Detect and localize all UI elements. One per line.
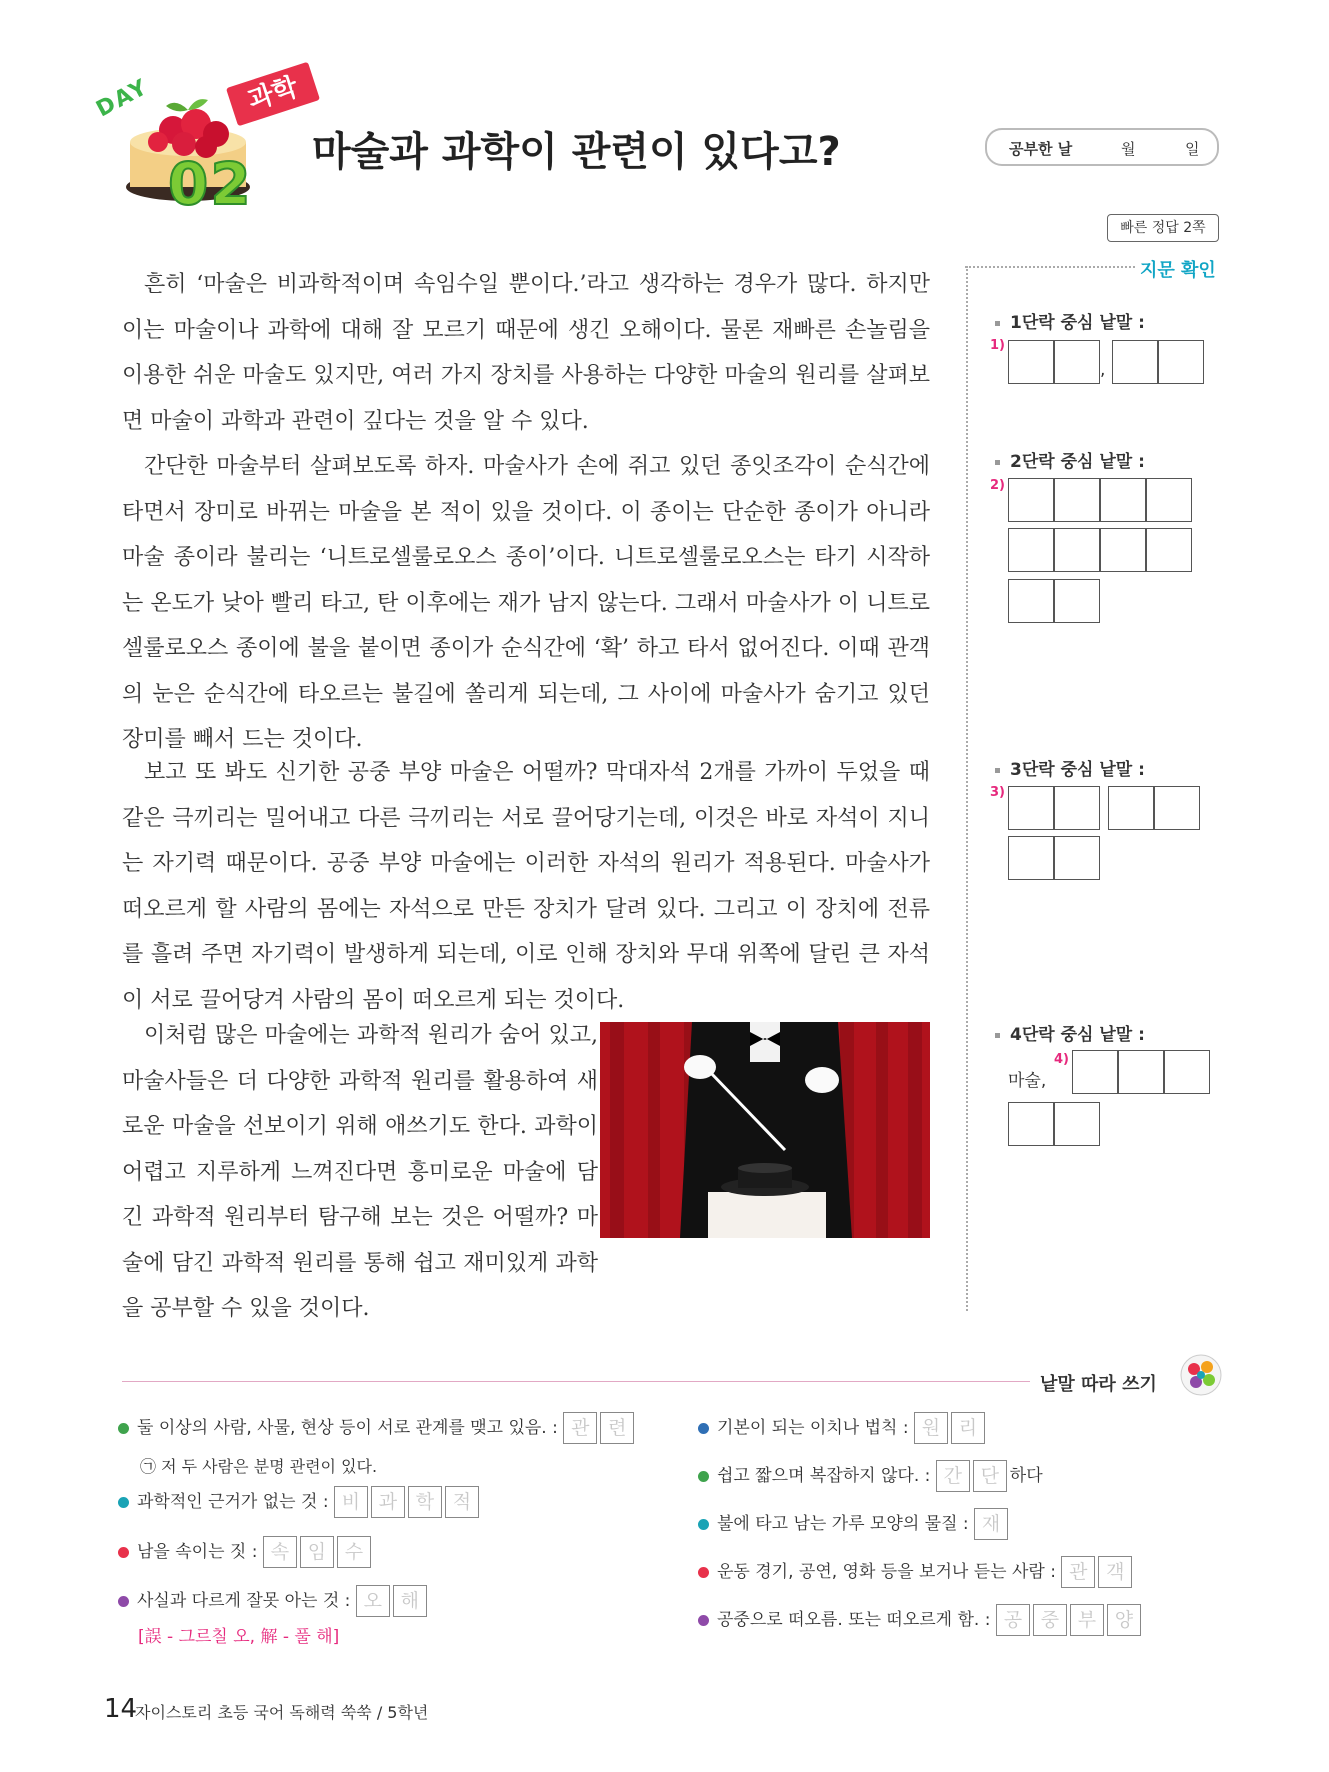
q2-answer-box[interactable] [1008,579,1054,623]
trace-box[interactable]: 과 [371,1486,405,1518]
trace-box[interactable]: 재 [974,1508,1008,1540]
trace-box[interactable]: 련 [600,1412,634,1444]
bullet-icon [698,1471,709,1482]
vocab-item-5: 기본이 되는 이치나 법칙 : 원 리 [698,1412,988,1444]
side-panel-title: 지문 확인 [1140,260,1216,281]
vocab-item-8: 운동 경기, 공연, 영화 등을 보거나 듣는 사람 : 관 객 [698,1556,1135,1588]
vocab-etymology: [誤 - 그르칠 오, 解 - 풀 해] [138,1627,340,1647]
q2-answer-box[interactable] [1100,528,1146,572]
vocab-item-9: 공중으로 떠오름. 또는 떠오르게 함. : 공 중 부 양 [698,1604,1144,1636]
trace-box[interactable]: 리 [951,1412,985,1444]
q1-answer-box[interactable] [1054,340,1100,384]
q3-label: 3단락 중심 낱말 : [995,755,1145,780]
trace-box[interactable]: 학 [408,1486,442,1518]
q2-answer-box[interactable] [1146,478,1192,522]
vocab-title: 낱말 따라 쓰기 [1040,1374,1157,1395]
study-date-day: 일 [1185,140,1200,158]
paragraph-3: 보고 또 봐도 신기한 공중 부양 마술은 어떨까? 막대자석 2개를 가까이 두었을 때 같은 극끼리는 밀어내고 다른 극끼리는 서로 끌어당기는데, 이것은 바로 자석이 지니는 자기력 때문이다. 공중 부양 마술에는 이러한 자석의 원리가 적용된다. 마술사가 떠오르게 할 사람의 몸에는 자석으로 만든 장치가 달려 있다. 그리고 이 장치에 전류를 흘려 주면 자기력이 발생하게 되는데, 이로 인해 장치와 무대 위쪽에 달린 큰 자석이 서로 끌어당겨 사람의 몸이 떠오르게 되는 것이다. [122,760,930,1013]
vocab-item-3: 남을 속이는 짓 : 속 임 수 [118,1536,374,1568]
q2-label: 2단락 중심 낱말 : [995,447,1145,472]
trace-box[interactable]: 비 [334,1486,368,1518]
q4-answer-box[interactable] [1118,1050,1164,1094]
q4-answer-box[interactable] [1054,1102,1100,1146]
q3-number: 3) [990,785,1005,800]
trace-box[interactable]: 중 [1033,1604,1067,1636]
q4-answer-box[interactable] [1164,1050,1210,1094]
vocab-item-6: 쉽고 짧으며 복잡하지 않다. : 간 단 하다 [698,1460,1043,1492]
q1-number: 1) [990,338,1005,353]
bullet-icon [118,1547,129,1558]
q1-answer-box[interactable] [1158,340,1204,384]
vocab-item-1: 둘 이상의 사람, 사물, 현상 등이 서로 관계를 맺고 있음. : 관 련 [118,1412,637,1444]
q2-answer-box[interactable] [1054,528,1100,572]
study-date-month: 월 [1121,140,1136,158]
paragraph-2: 간단한 마술부터 살펴보도록 하자. 마술사가 손에 쥐고 있던 종잇조각이 순식간에 타면서 장미로 바뀌는 마술을 본 적이 있을 것이다. 이 종이는 단순한 종이가 아니라 마술 종이라 불리는 ‘니트로셀룰로오스 종이’이다. 니트로셀룰로오스는 타기 시작하는 온도가 낮아 빨리 타고, 탄 이후에는 재가 남지 않는다. 그래서 마술사가 이 니트로셀룰로오스 종이에 불을 붙이면 종이가 순식간에 ‘확’ 하고 타서 없어진다. 이때 관객의 눈은 순식간에 타오르는 불길에 쏠리게 되는데, 그 사이에 마술사가 숨기고 있던 장미를 빼서 드는 것이다. [122,454,930,752]
q3-answer-box[interactable] [1054,786,1100,830]
trace-box[interactable]: 속 [263,1536,297,1568]
q4-answer-box[interactable] [1008,1102,1054,1146]
q3-answer-box[interactable] [1108,786,1154,830]
candy-icon [1180,1354,1222,1396]
vocab-example: ㉠ 저 두 사람은 분명 관련이 있다. [140,1457,378,1476]
trace-box[interactable]: 부 [1070,1604,1104,1636]
side-panel-divider [965,266,1135,268]
q2-answer-box[interactable] [1054,579,1100,623]
q2-answer-box[interactable] [1100,478,1146,522]
trace-box[interactable]: 해 [393,1585,427,1617]
vocab-item-7: 불에 타고 남는 가루 모양의 물질 : 재 [698,1508,1011,1540]
answer-reference-badge: 빠른 정답 2쪽 [1107,214,1219,242]
trace-box[interactable]: 객 [1098,1556,1132,1588]
study-date-label: 공부한 날 [1009,140,1073,158]
trace-box[interactable]: 임 [300,1536,334,1568]
q2-answer-box[interactable] [1054,478,1100,522]
paragraph-4: 이처럼 많은 마술에는 과학적 원리가 숨어 있고, 마술사들은 더 다양한 과학적 원리를 활용하여 새로운 마술을 선보이기 위해 애쓰기도 한다. 과학이 어렵고 지루하게 느껴진다면 흥미로운 마술에 담긴 과학적 원리부터 탐구해 보는 것은 어떨까? 마술에 담긴 과학적 원리를 통해 쉽고 재미있게 과학을 공부할 수 있을 것이다. [122,1023,598,1321]
trace-box[interactable]: 공 [996,1604,1030,1636]
trace-box[interactable]: 적 [445,1486,479,1518]
bullet-icon [118,1497,129,1508]
vocab-item-2: 과학적인 근거가 없는 것 : 비 과 학 적 [118,1486,482,1518]
bullet-icon [698,1615,709,1626]
q1-answer-box[interactable] [1008,340,1054,384]
q4-answer-box[interactable] [1072,1050,1118,1094]
trace-box[interactable]: 양 [1107,1604,1141,1636]
page-title: 마술과 과학이 관련이 있다고? [312,129,841,175]
bullet-icon [118,1423,129,1434]
q4-label: 4단락 중심 낱말 : [995,1020,1145,1045]
q2-answer-box[interactable] [1008,528,1054,572]
trace-box[interactable]: 수 [337,1536,371,1568]
trace-box[interactable]: 관 [1061,1556,1095,1588]
subject-flag: 과학 [226,62,320,127]
q3-answer-box[interactable] [1008,836,1054,880]
q3-answer-box[interactable] [1008,786,1054,830]
q1-separator: , [1100,360,1106,380]
q2-answer-box[interactable] [1146,528,1192,572]
trace-box[interactable]: 관 [563,1412,597,1444]
side-panel-border [966,266,968,1311]
day-label: DAY [92,74,153,123]
study-date-field[interactable] [985,128,1219,166]
q1-label: 1단락 중심 낱말 : [995,308,1145,333]
q3-answer-box[interactable] [1154,786,1200,830]
day-number: 02 [168,150,253,218]
page-number: 14 [104,1694,138,1724]
q1-answer-box[interactable] [1112,340,1158,384]
paragraph-1: 흔히 ‘마술은 비과학적이며 속임수일 뿐이다.’라고 생각하는 경우가 많다. 하지만 이는 마술이나 과학에 대해 잘 모르기 때문에 생긴 오해이다. 물론 재빠른 손놀림을 이용한 쉬운 마술도 있지만, 여러 가지 장치를 사용하는 다양한 마술의 원리를 살펴보면 마술이 과학과 관련이 깊다는 것을 알 수 있다. [122,272,930,434]
trace-box[interactable]: 간 [936,1460,970,1492]
book-title: 자이스토리 초등 국어 독해력 쑥쑥 / 5학년 [135,1703,429,1722]
trace-box[interactable]: 오 [356,1585,390,1617]
trace-box[interactable]: 단 [973,1460,1007,1492]
q4-prefix: 마술, [1008,1071,1047,1091]
bullet-icon [118,1596,129,1607]
vocab-item-4: 사실과 다르게 잘못 아는 것 : 오 해 [118,1585,430,1617]
q2-answer-box[interactable] [1008,478,1054,522]
bullet-icon [698,1519,709,1530]
vocab-divider [122,1381,1030,1382]
magician-photo [600,1022,930,1238]
q3-answer-box[interactable] [1054,836,1100,880]
trace-box[interactable]: 원 [914,1412,948,1444]
bullet-icon [698,1423,709,1434]
q4-number: 4) [1054,1052,1069,1067]
q2-number: 2) [990,478,1005,493]
bullet-icon [698,1567,709,1578]
